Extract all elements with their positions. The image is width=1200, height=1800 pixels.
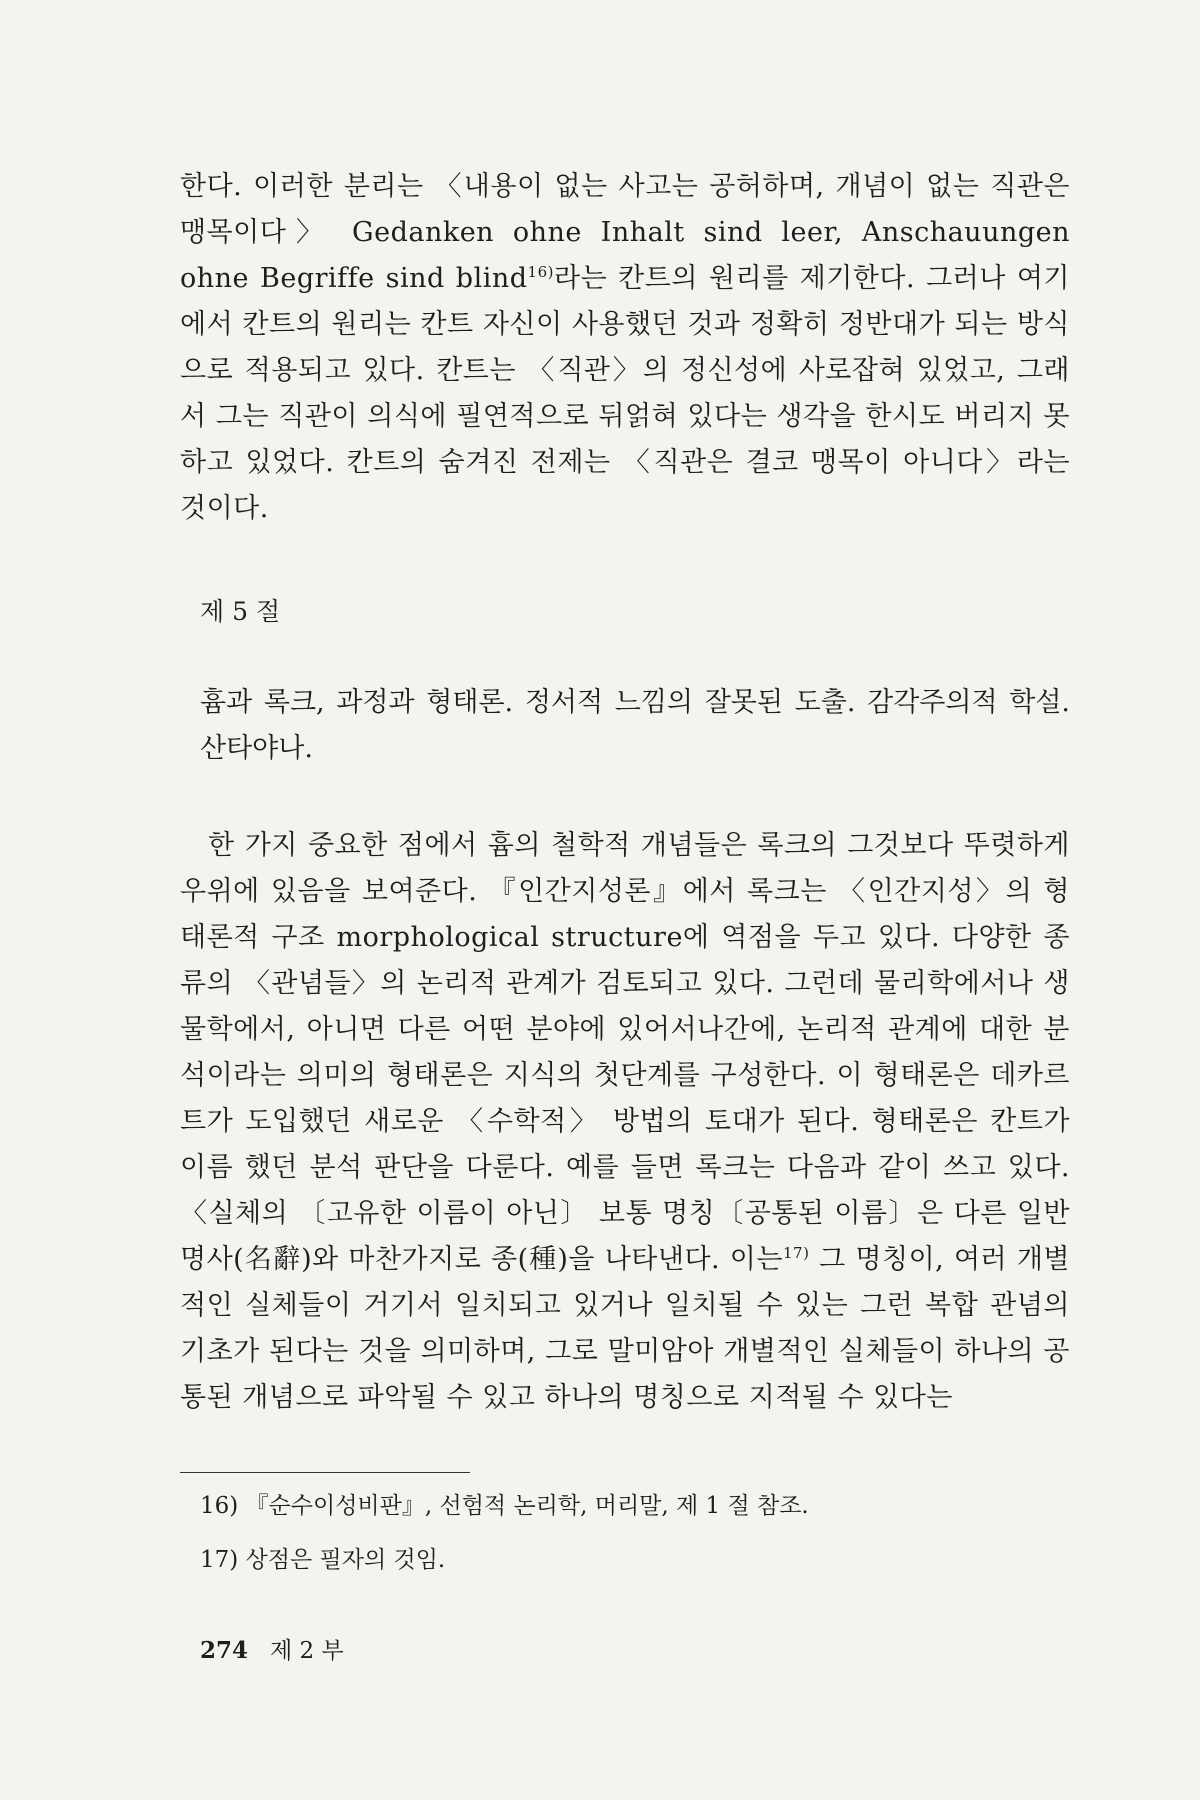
section-heading: 제 5 절	[200, 597, 281, 626]
body-paragraph-2	[180, 823, 1070, 1421]
footnote-ref-16: 16)	[527, 263, 554, 281]
page-footer	[200, 1632, 344, 1665]
part-label: 제 2 부	[270, 1638, 344, 1664]
paragraph-1-text-b: 라는 칸트의 원리를 제기한다. 그러나 여기에서 칸트의 원리는 칸트 자신이 사용했던 것과 정확히 정반대가 되는 방식으로 적용되고 있다. 칸트는 〈직관〉의 정신성에 사로잡혀 있었고, 그래서 그는 직관이 의식에 필연적으로 뒤얽혀 있다는 생각을 한시도 버리지 못하고 있었다. 칸트의 숨겨진 전제는 〈직관은 결코 맹목이 아니다〉라는 것이다.	[180, 263, 1071, 524]
page-number: 274	[200, 1637, 249, 1664]
footnote-17: 17) 상점은 필자의 것임.	[200, 1547, 446, 1573]
paragraph-2-text-b: 그 명칭이, 여러 개별적인 실체들이 거기서 일치되고 있거나 일치될 수 있는 그런 복합 관념의 기초가 된다는 것을 의미하며, 그로 말미암아 개별적인 실체들이 하나의 공통된 개념으로 파악될 수 있고 하나의 명칭으로 지적될 수 있다는	[180, 1244, 1071, 1413]
section-summary: 흄과 록크, 과정과 형태론. 정서적 느낌의 잘못된 도출. 감각주의적 학설. 산타야나.	[200, 687, 1070, 764]
paragraph-1-text-a: 한다. 이러한 분리는 〈내용이 없는 사고는 공허하며, 개념이 없는 직관은 맹목이다〉 Gedanken ohne Inhalt sind leer, Anschauungen ohne Begriffe sind blind	[180, 171, 1070, 294]
footnote-ref-17: 17)	[782, 1244, 810, 1262]
footnote-16: 16) 『순수이성비판』, 선험적 논리학, 머리말, 제 1 절 참조.	[200, 1493, 809, 1519]
paragraph-2-text-a: 한 가지 중요한 점에서 흄의 철학적 개념들은 록크의 그것보다 뚜렷하게 우위에 있음을 보여준다. 『인간지성론』에서 록크는 〈인간지성〉의 형태론적 구조 morphological structure에 역점을 두고 있다. 다양한 종류의 〈관념들〉의 논리적 관계가 검토되고 있다. 그런데 물리학에서나 생물학에서, 아니면 다른 어떤 분야에 있어서나간에, 논리적 관계에 대한 분석이라는 의미의 형태론은 지식의 첫단계를 구성한다. 이 형태론은 데카르트가 도입했던 새로운 〈수학적〉 방법의 토대가 된다. 형태론은 칸트가 이름 했던 분석 판단을 다룬다. 예를 들면 록크는 다음과 같이 쓰고 있다. 〈실체의 〔고유한 이름이 아닌〕 보통 명칭〔공통된 이름〕은 다른 일반명사(名辭)와 마찬가지로 종(種)을 나타낸다. 이는	[180, 830, 1070, 1275]
body-paragraph-1	[180, 164, 1070, 532]
footnote-divider	[180, 1472, 470, 1473]
